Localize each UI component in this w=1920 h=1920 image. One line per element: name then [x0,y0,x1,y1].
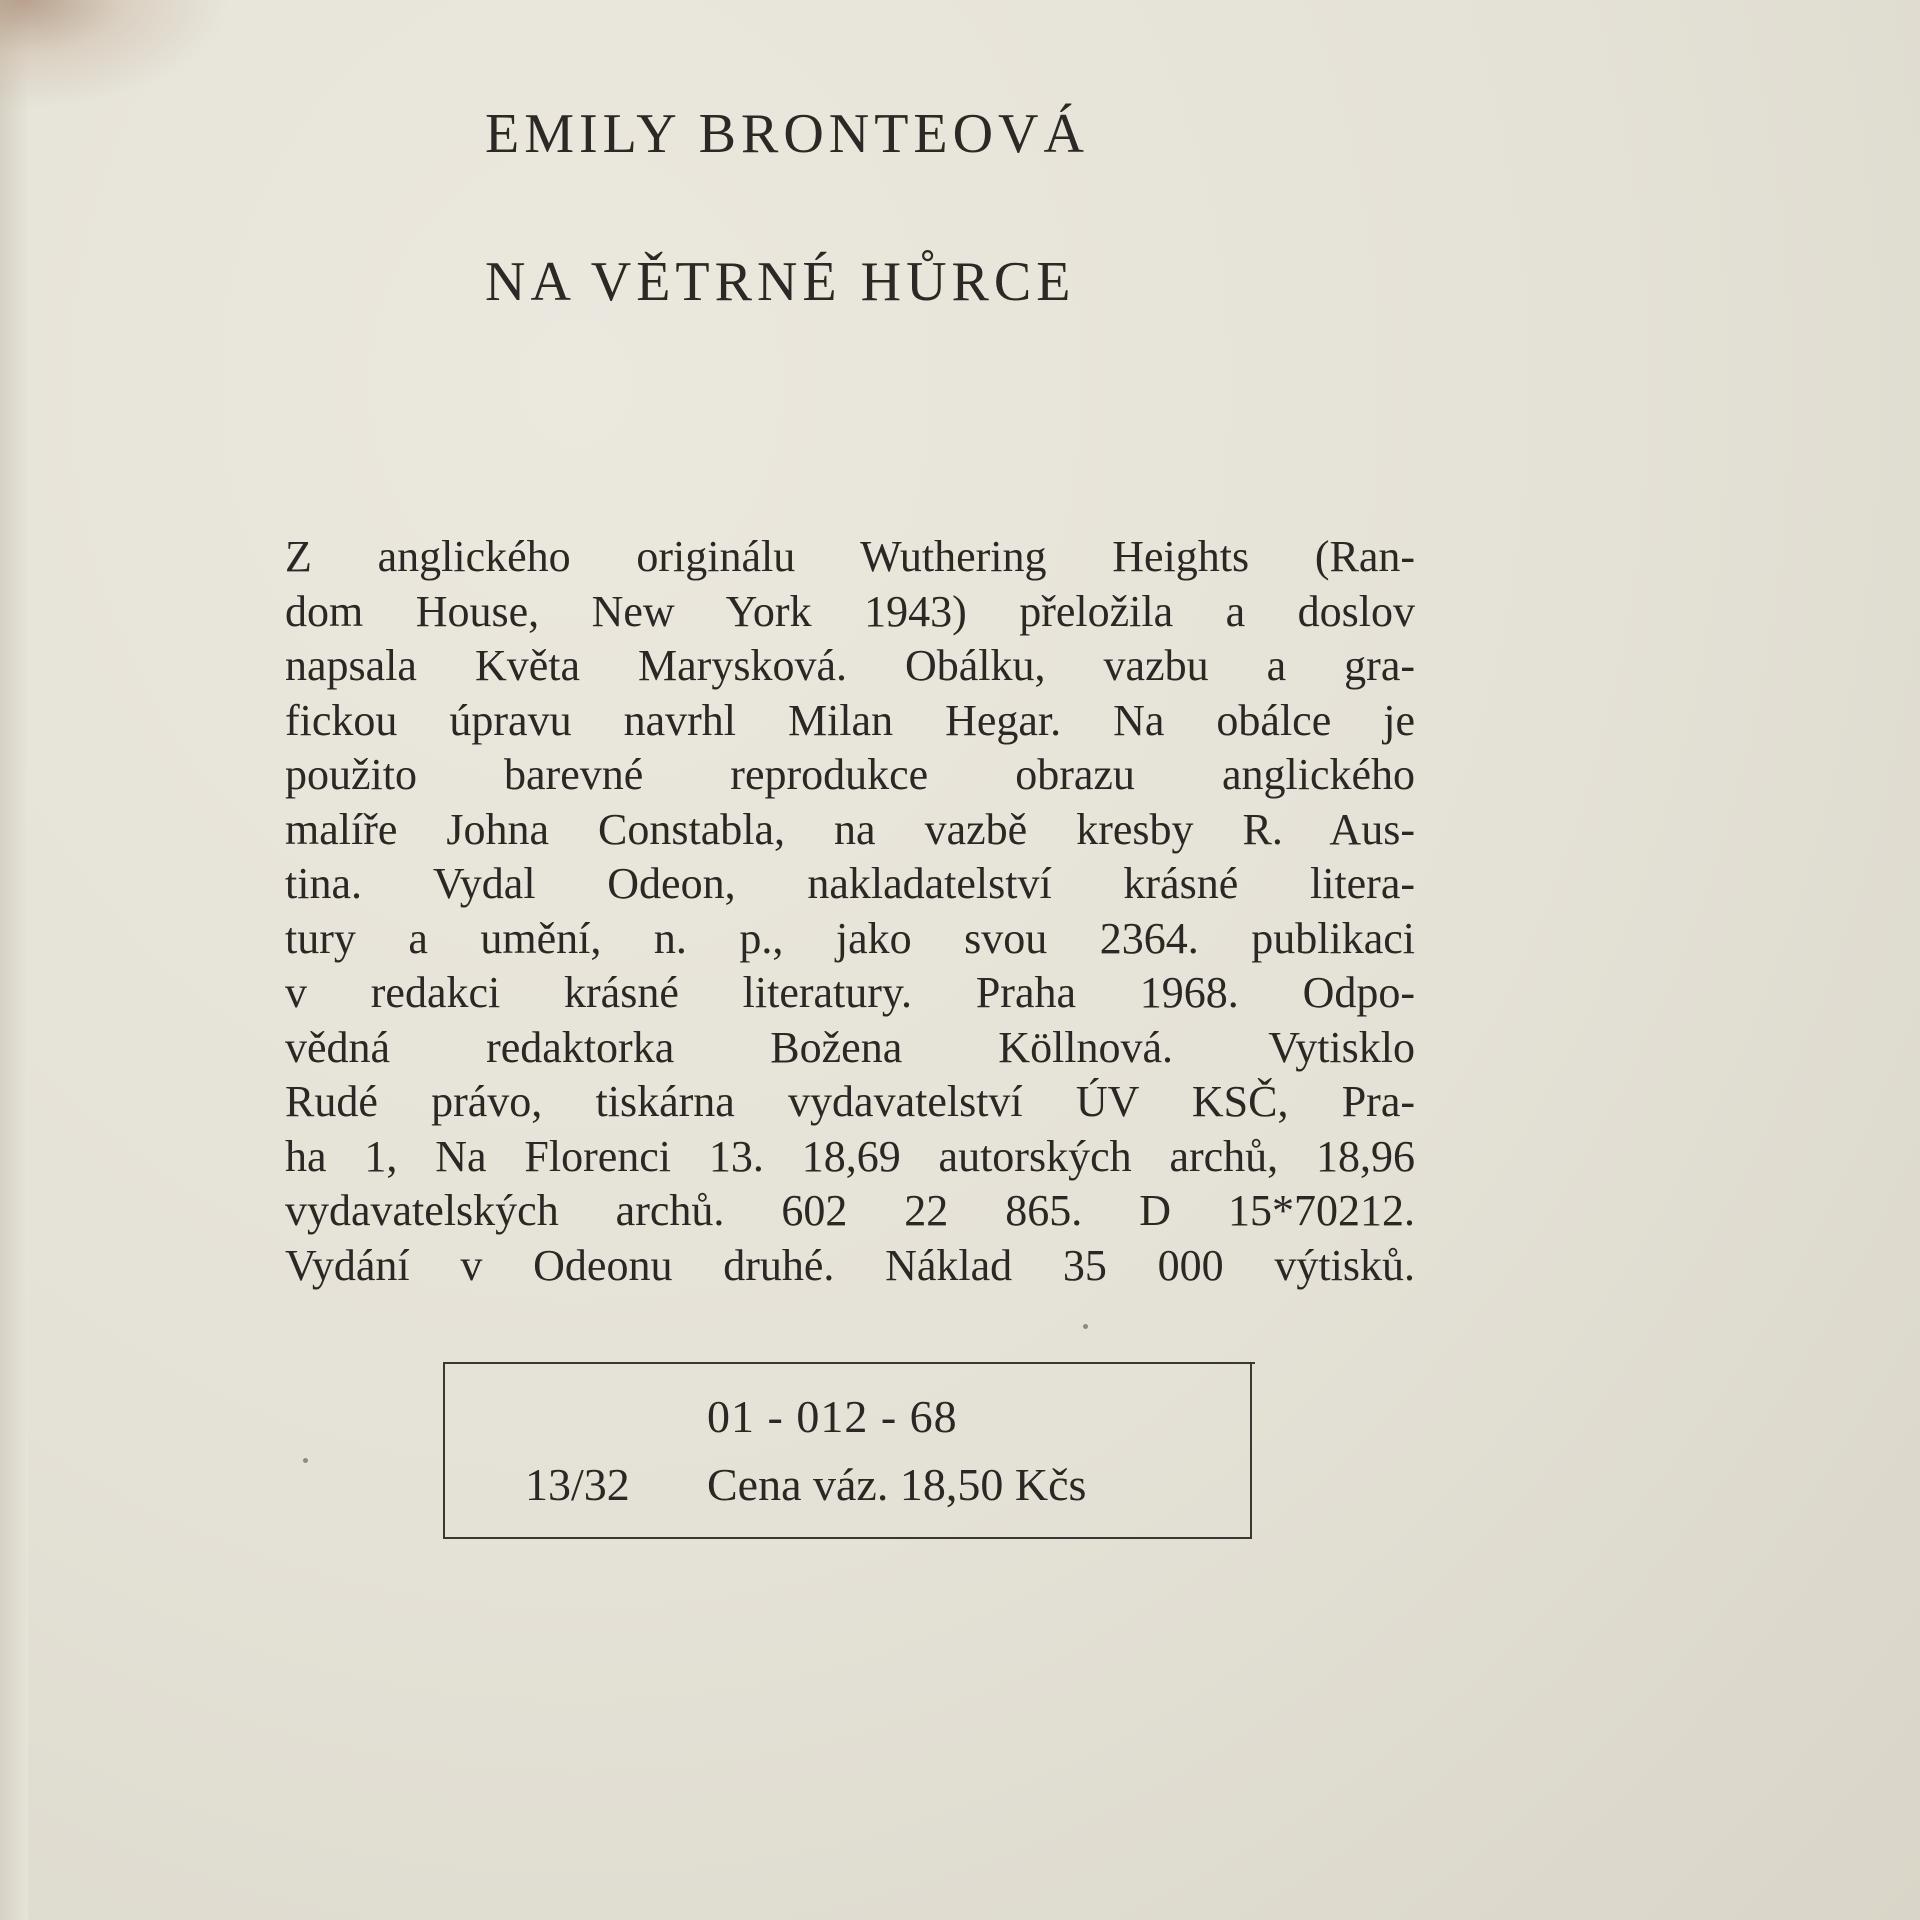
colophon-line: vydavatelských archů. 602 22 865. D 15*70212. [285,1186,1415,1235]
colophon-line: Vydání v Odeonu druhé. Náklad 35 000 výtisků. [285,1240,1415,1290]
page-edge [0,0,28,1920]
colophon-text [285,530,1415,1293]
book-title: NA VĚTRNÉ HŮRCE [485,251,1076,313]
imprint-box [443,1362,1252,1539]
colophon-line: v redakci krásné literatury. Praha 1968. Odpo- [285,968,1415,1017]
imprint-price: Cena váz. 18,50 Kčs [707,1459,1087,1510]
colophon-line: tury a umění, n. p., jako svou 2364. publikaci [285,913,1415,963]
colophon-line: vědná redaktorka Božena Köllnová. Vytisklo [285,1022,1415,1072]
paper-speck [1083,1324,1088,1329]
colophon-line: tina. Vydal Odeon, nakladatelství krásné litera- [285,859,1415,908]
colophon-line: Z anglického originálu Wuthering Heights (Ran- [285,532,1415,581]
colophon-line: malíře Johna Constabla, na vazbě kresby R. Aus- [285,804,1415,854]
colophon-line: ha 1, Na Florenci 13. 18,69 autorských archů, 18,96 [285,1131,1415,1181]
colophon-line: Rudé právo, tiskárna vydavatelství ÚV KSČ, Pra- [285,1077,1415,1126]
colophon-line: fickou úpravu navrhl Milan Hegar. Na obálce je [285,695,1415,745]
author-name: EMILY BRONTEOVÁ [485,103,1089,165]
colophon-line: dom House, New York 1943) přeložila a doslov [285,586,1415,636]
imprint-code: 01 - 012 - 68 [707,1391,958,1442]
colophon-line: použito barevné reprodukce obrazu anglického [285,750,1415,799]
finger-shadow [0,0,230,110]
colophon-line: napsala Květa Marysková. Obálku, vazbu a gra- [285,641,1415,690]
paper-speck [303,1458,308,1463]
imprint-sheet: 13/32 [525,1459,630,1510]
